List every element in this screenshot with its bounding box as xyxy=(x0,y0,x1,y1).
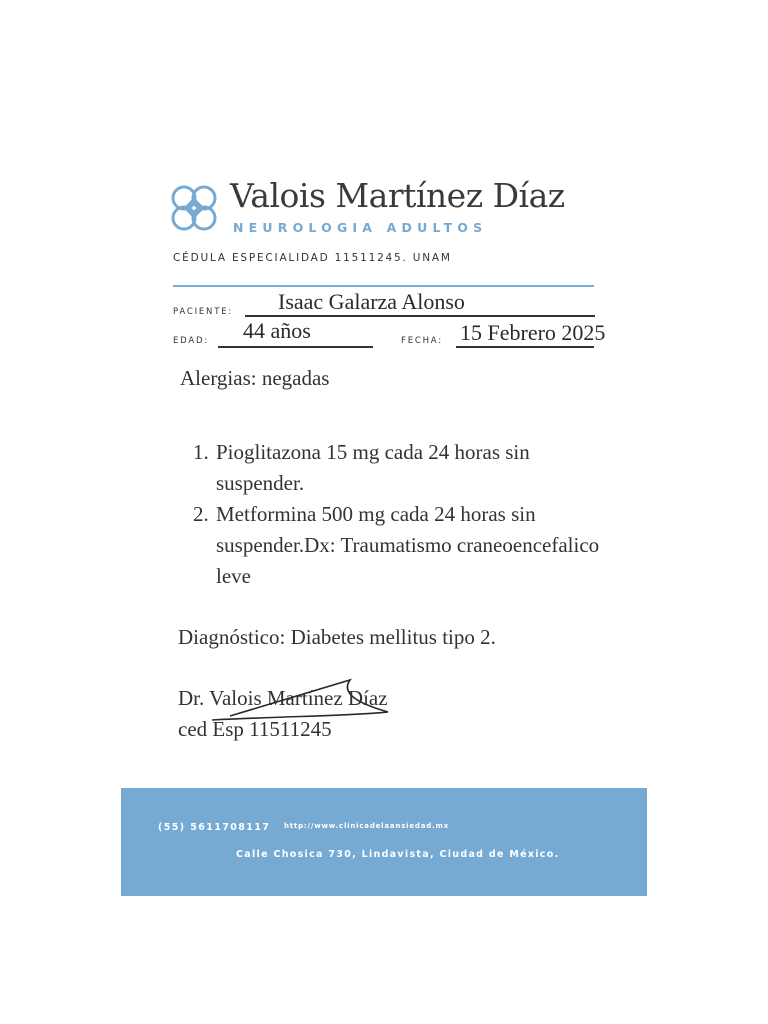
date-line xyxy=(456,346,594,348)
cedula-text: CÉDULA ESPECIALIDAD 11511245. UNAM xyxy=(173,252,452,264)
list-item: 1. Pioglitazona 15 mg cada 24 horas sin suspender. xyxy=(214,437,614,499)
patient-line xyxy=(245,315,595,317)
age-line xyxy=(218,346,373,348)
medication-list xyxy=(178,437,614,592)
header-divider xyxy=(173,285,594,287)
age-label: EDAD: xyxy=(173,336,209,346)
signer-cedula: ced Esp 11511245 xyxy=(178,717,332,741)
footer-url[interactable]: http://www.clinicadelaansiedad.mx xyxy=(284,822,449,830)
footer-phone: (55) 5611708117 xyxy=(158,822,271,833)
patient-label: PACIENTE: xyxy=(173,307,234,317)
allergies-text: Alergias: negadas xyxy=(180,366,330,390)
diagnosis-text: Diagnóstico: Diabetes mellitus tipo 2. xyxy=(178,625,496,649)
date-value: 15 Febrero 2025 xyxy=(460,320,606,345)
footer-address: Calle Chosica 730, Lindavista, Ciudad de México. xyxy=(236,849,560,860)
specialty-subtitle: NEUROLOGIA ADULTOS xyxy=(233,220,488,235)
age-value: 44 años xyxy=(243,318,311,343)
date-label: FECHA: xyxy=(401,336,443,346)
footer-banner xyxy=(121,788,647,896)
knot-logo-icon xyxy=(166,180,222,236)
signer-name: Dr. Valois Martínez Díaz xyxy=(178,686,388,710)
list-item: 2. Metformina 500 mg cada 24 horas sin suspender.Dx: Traumatismo craneoencefalico leve xyxy=(214,499,614,592)
signature-scribble xyxy=(200,670,400,730)
doctor-name-heading: Valois Martínez Díaz xyxy=(230,176,565,215)
patient-name: Isaac Galarza Alonso xyxy=(278,289,465,314)
